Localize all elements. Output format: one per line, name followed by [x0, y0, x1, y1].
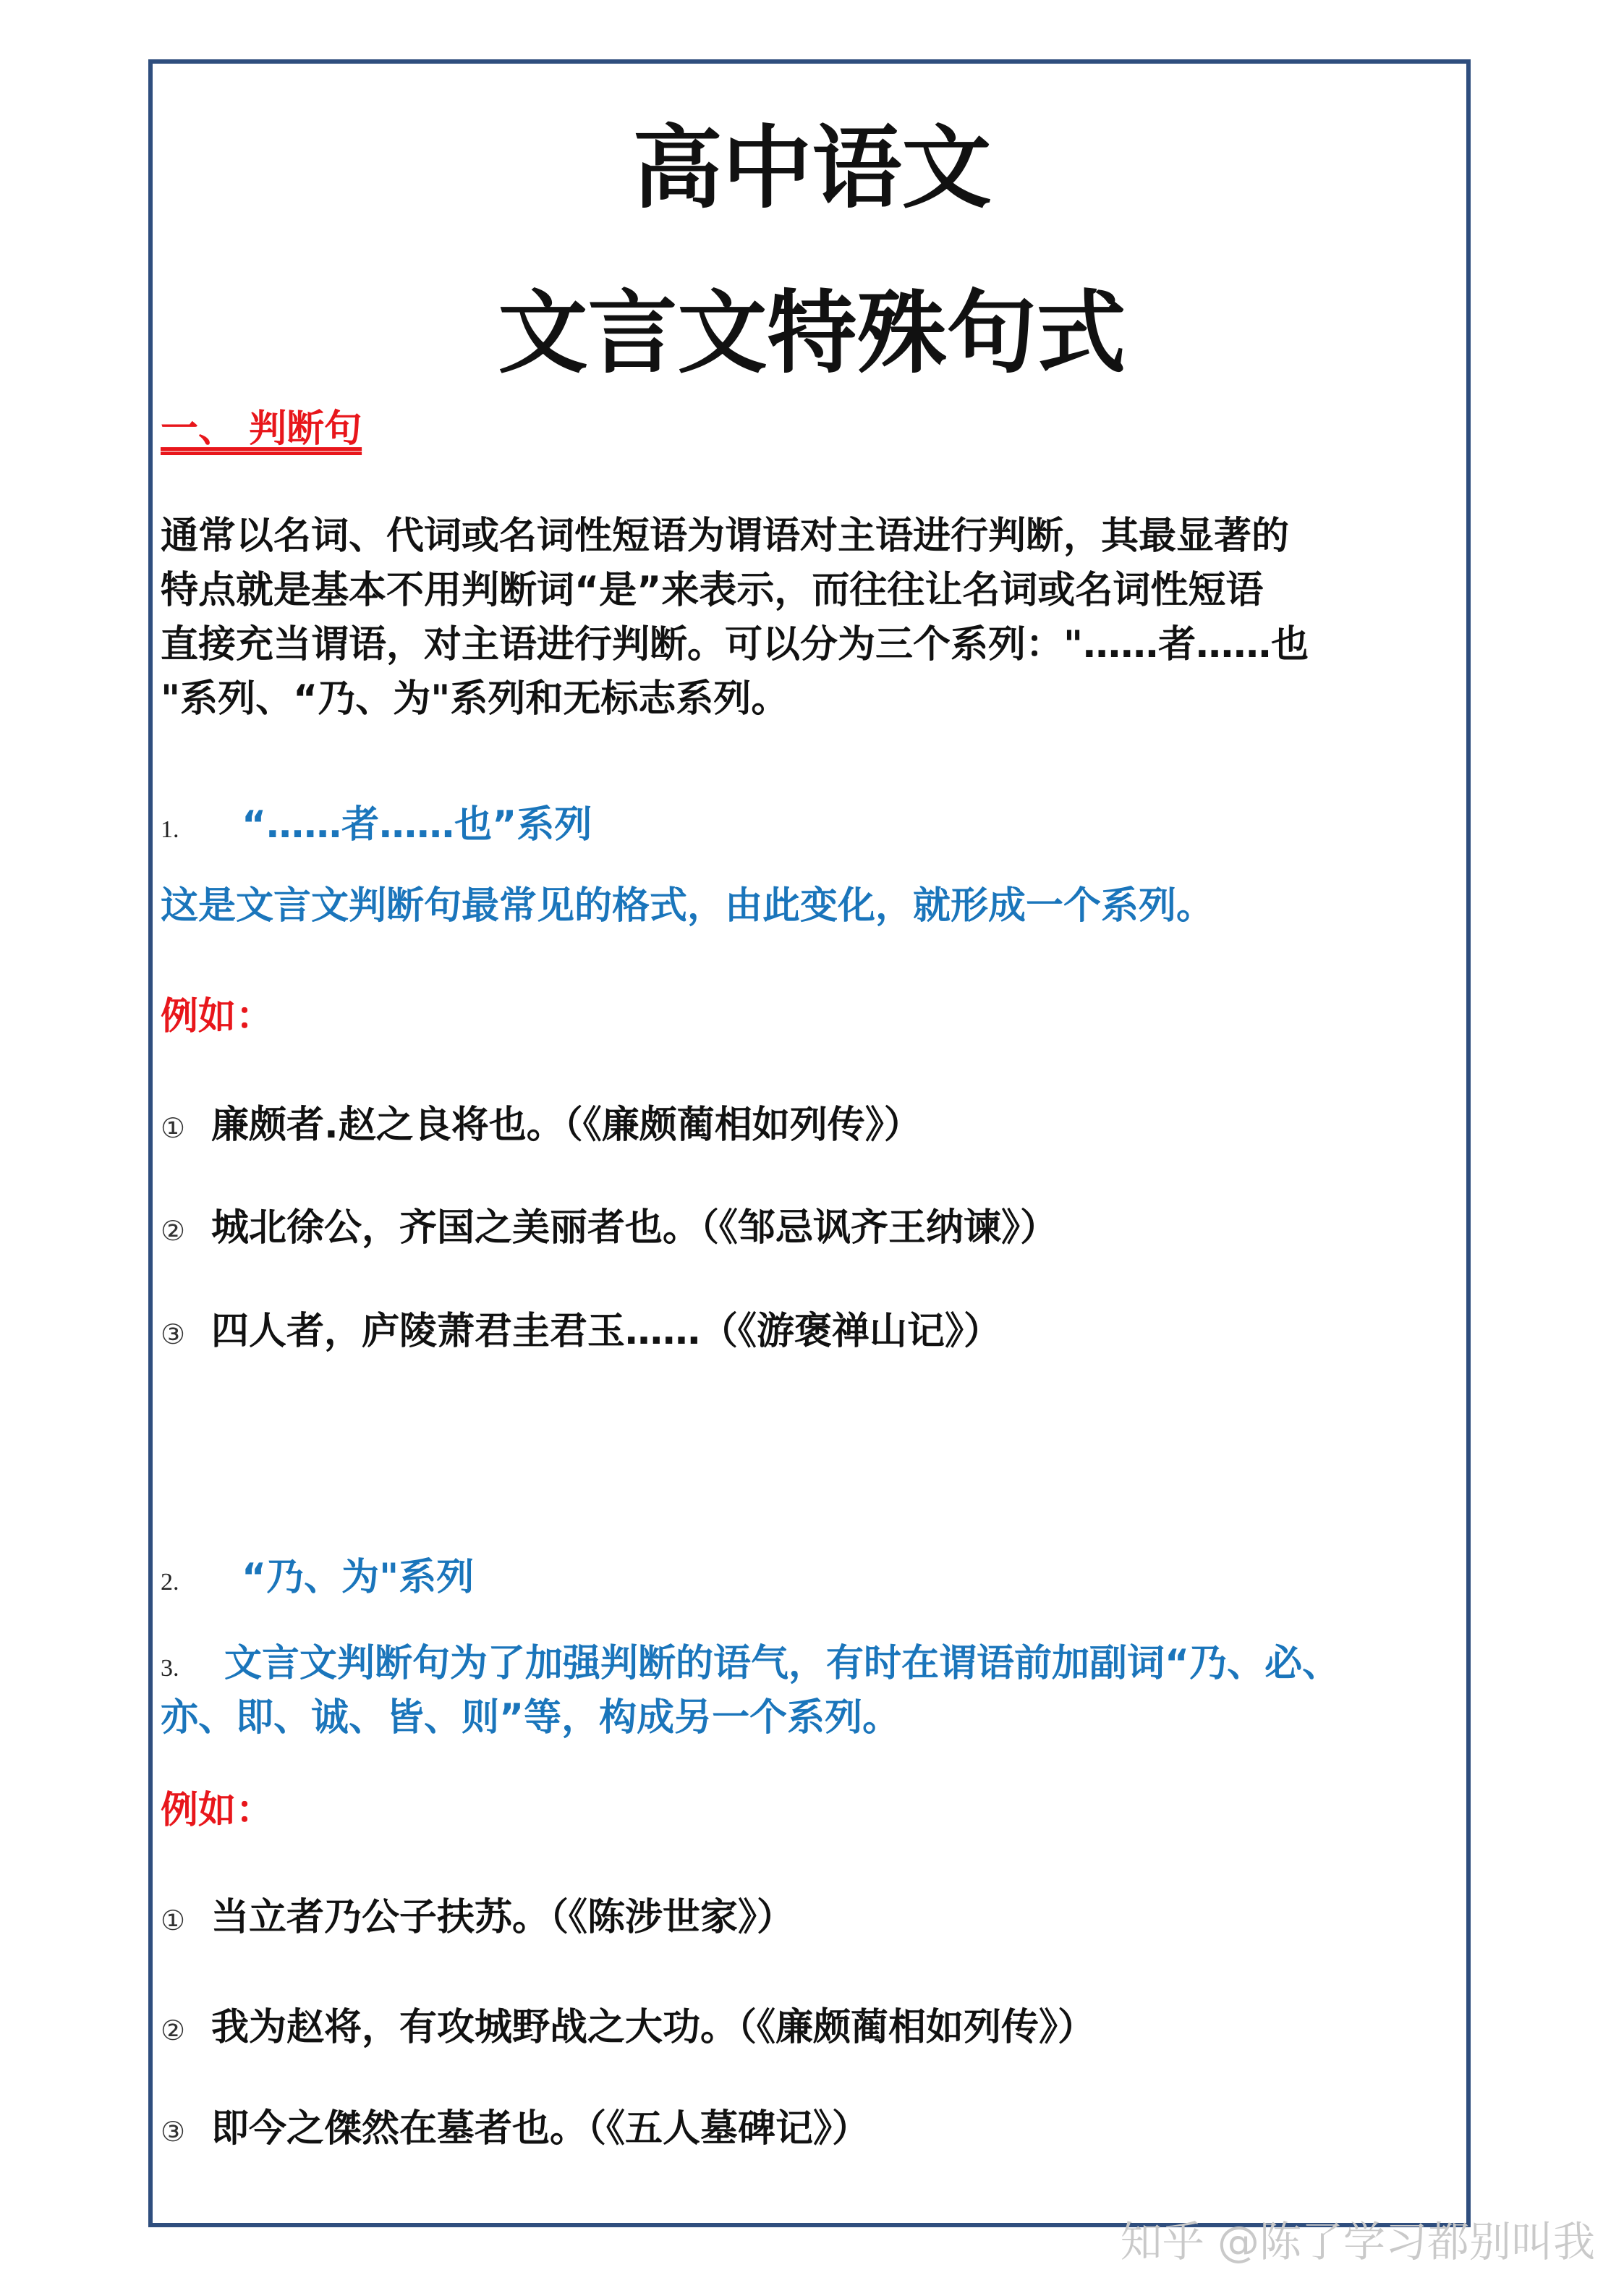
item-marker: ② — [161, 2015, 186, 2046]
item-marker: ① — [161, 1112, 186, 1144]
description-line: "系列、“乃、为"系列和无标志系列。 — [161, 677, 789, 721]
sub3-number: 3. — [161, 1655, 179, 1682]
section-description — [161, 509, 1463, 726]
sub3-description-line: 文言文判断句为了加强判断的语气，有时在谓语前加副词“乃、必、 — [224, 1642, 1340, 1685]
item-marker: ② — [161, 1215, 186, 1247]
list-item — [161, 1999, 1095, 2059]
sub1-heading-row — [161, 792, 592, 866]
section-heading-judgment: 一、 判断句 — [161, 407, 362, 451]
list-item — [161, 1889, 794, 1949]
sub2-heading-row — [161, 1545, 474, 1619]
sub1-description: 这是文言文判断句最常见的格式，由此变化，就形成一个系列。 — [161, 884, 1215, 928]
item-text: 即今之傑然在墓者也。（《五人墓碑记》） — [211, 2107, 870, 2151]
watermark: 知乎 @陈了学习都别叫我 — [1120, 2217, 1595, 2266]
item-text: 廉颇者.赵之良将也。（《廉颇蔺相如列传》） — [211, 1103, 922, 1147]
title-line-2: 文言文特殊句式 — [498, 281, 1126, 386]
description-line: 直接充当谓语，对主语进行判断。可以分为三个系列："……者……也 — [161, 623, 1309, 666]
sub3-example-label: 例如： — [161, 1789, 274, 1832]
sub3-description-row — [161, 1637, 1340, 1699]
description-line: 特点就是基本不用判断词“是”来表示，而往往让名词或名词性短语 — [161, 569, 1264, 612]
description-line: 通常以名词、代词或名词性短语为谓语对主语进行判断，其最显著的 — [161, 514, 1290, 558]
list-item — [161, 2100, 870, 2161]
sub1-heading: “……者……也”系列 — [242, 803, 592, 847]
sub3-description-line: 亦、即、诚、皆、则”等，构成另一个系列。 — [161, 1696, 901, 1740]
item-marker: ③ — [161, 1318, 186, 1350]
sub2-number: 2. — [161, 1569, 179, 1596]
list-item — [161, 1096, 922, 1157]
list-item — [161, 1302, 1001, 1363]
sub1-number: 1. — [161, 816, 179, 843]
list-item — [161, 1199, 1058, 1260]
item-marker: ① — [161, 1905, 186, 1936]
title-line-1: 高中语文 — [632, 117, 992, 221]
item-text: 当立者乃公子扶苏。（《陈涉世家》） — [211, 1896, 795, 1939]
item-marker: ③ — [161, 2116, 186, 2148]
item-text: 我为赵将，有攻城野战之大功。（《廉颇蔺相如列传》） — [211, 2006, 1096, 2049]
item-text: 四人者，庐陵萧君圭君玉……（《游褒禅山记》） — [211, 1310, 1002, 1353]
item-text: 城北徐公，齐国之美丽者也。（《邹忌讽齐王纳谏》） — [211, 1206, 1058, 1250]
sub1-example-label: 例如： — [161, 995, 274, 1038]
sub2-heading: “乃、为"系列 — [242, 1556, 475, 1599]
